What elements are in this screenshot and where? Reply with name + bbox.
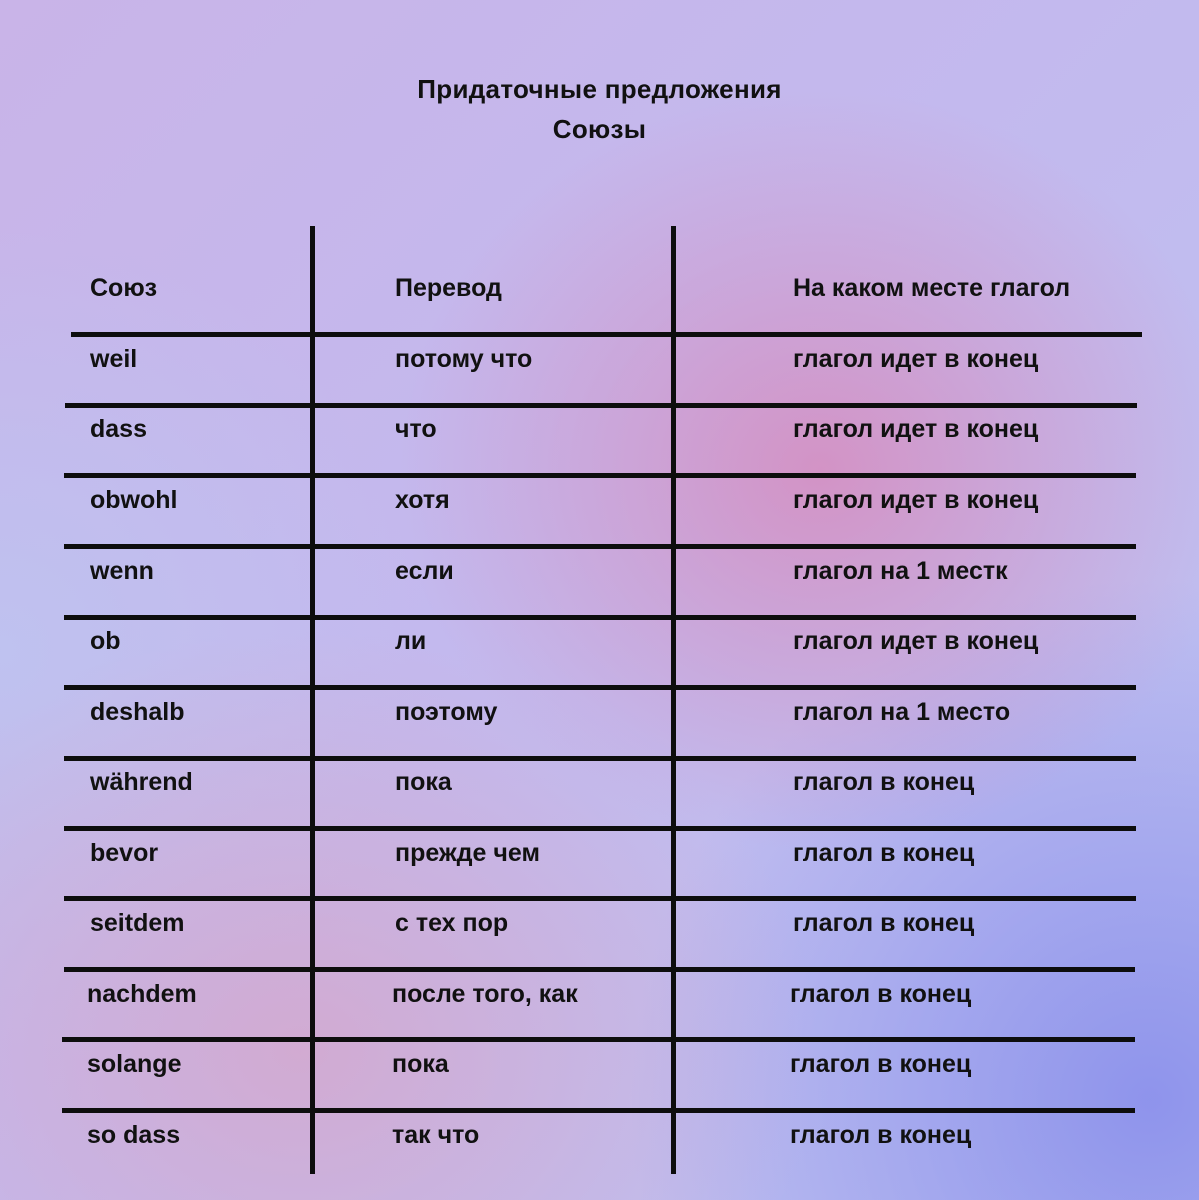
cell-translation: пока (395, 768, 452, 796)
row-divider (64, 756, 1136, 761)
page-title: Придаточные предложения (417, 74, 782, 104)
cell-verb-position: глагол в конец (790, 1121, 972, 1149)
cell-verb-position: глагол на 1 место (793, 698, 1011, 726)
row-divider (64, 967, 1135, 972)
cell-conjunction: so dass (87, 1121, 181, 1149)
cell-translation: с тех пор (395, 909, 509, 937)
cell-verb-position: глагол идет в конец (793, 345, 1039, 373)
row-divider (65, 403, 1137, 408)
row-divider (64, 544, 1136, 549)
cell-verb-position: глагол в конец (790, 1050, 972, 1078)
cell-conjunction: dass (90, 415, 147, 443)
cell-verb-position: глагол в конец (790, 980, 972, 1008)
row-divider (71, 332, 1142, 337)
column-divider (310, 226, 315, 1174)
cell-conjunction: während (90, 768, 193, 796)
cell-verb-position: глагол на 1 местк (793, 557, 1008, 585)
cell-translation: пока (392, 1050, 449, 1078)
cell-translation: если (395, 557, 454, 585)
row-divider (62, 1108, 1135, 1113)
cell-translation: прежде чем (395, 839, 540, 867)
cell-verb-position: глагол в конец (793, 909, 975, 937)
cell-translation: поэтому (395, 698, 498, 726)
row-divider (64, 896, 1136, 901)
column-divider (671, 226, 676, 1174)
cell-conjunction: obwohl (90, 486, 178, 514)
cell-translation: после того, как (392, 980, 578, 1008)
header-translation: Перевод (395, 274, 502, 302)
cell-conjunction: ob (90, 627, 121, 655)
cell-conjunction: solange (87, 1050, 182, 1078)
cell-translation: ли (395, 627, 427, 655)
cell-translation: хотя (395, 486, 450, 514)
header-conjunction: Союз (90, 274, 158, 302)
cell-verb-position: глагол идет в конец (793, 415, 1039, 443)
cell-verb-position: глагол в конец (793, 768, 975, 796)
header-verb-position: На каком месте глагол (793, 274, 1071, 302)
cell-verb-position: глагол идет в конец (793, 486, 1039, 514)
cell-conjunction: deshalb (90, 698, 185, 726)
cell-conjunction: wenn (90, 557, 154, 585)
row-divider (64, 473, 1136, 478)
row-divider (64, 615, 1136, 620)
cell-conjunction: bevor (90, 839, 159, 867)
row-divider (64, 826, 1136, 831)
row-divider (64, 685, 1136, 690)
page-subtitle: Союзы (552, 114, 647, 144)
cell-conjunction: seitdem (90, 909, 185, 937)
cell-translation: так что (392, 1121, 480, 1149)
cell-conjunction: nachdem (87, 980, 197, 1008)
cell-verb-position: глагол идет в конец (793, 627, 1039, 655)
cell-translation: потому что (395, 345, 533, 373)
cell-translation: что (395, 415, 437, 443)
row-divider (62, 1037, 1135, 1042)
cell-verb-position: глагол в конец (793, 839, 975, 867)
cell-conjunction: weil (90, 345, 138, 373)
